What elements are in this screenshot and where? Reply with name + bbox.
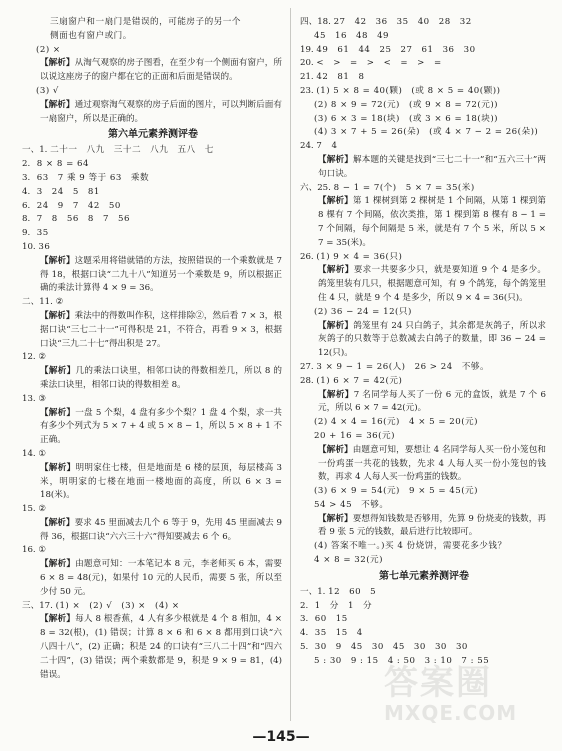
item-answer: ②	[38, 504, 47, 515]
explanation-text: 第 1 棵树到第 2 棵树是 1 个间隔，从第 1 棵到第 8 棵有 7 个间隔，依次类推，第 1 棵到第 8 棵有 8 − 1 = 7 个间隔，每个间隔是 5 米，就是有 7 个 5 米，所以 5 × 7 = 35(米)。	[318, 196, 546, 248]
answer-line: 54 > 45 不够。	[314, 499, 389, 510]
explanation-tag: 【解析】	[40, 559, 76, 570]
answer-line: 4 × 8 = 32(元)	[314, 555, 383, 566]
section-heading: 第七单元素养测评卷	[379, 570, 469, 582]
explanation-tag: 【解析】	[40, 255, 75, 266]
answer-line: (4) 答案不唯一。)买 4 份烧饼，需要花多少钱？	[314, 541, 507, 552]
explanation-block	[22, 462, 284, 503]
item-answer: 60 15	[314, 614, 348, 625]
explanation-block	[22, 99, 284, 127]
answer-line: (2) ×	[36, 44, 61, 55]
answer-line: 侧面也有窗户或门。	[50, 30, 132, 41]
item-number: 一、1.	[300, 586, 326, 597]
explanation-text: 明明家住七楼，但是地面是 6 楼的层顶，每层楼高 3 米，明明家的七楼在地面一楼地面的高度，所以 6 × 3 = 18(米)。	[40, 462, 282, 501]
item-answer: < > = > < = > =	[316, 58, 442, 69]
item-number: 2.	[300, 600, 309, 611]
explanation-text: 通过观察淘气观察的房子后面的图片，可以判断后面有一扇窗户，所以是正确的。	[40, 99, 282, 124]
answer-line: (3) √	[36, 85, 59, 96]
answer-line: 5 : 30 9 : 15 4 : 50 3 : 10 7 : 55	[314, 655, 490, 666]
item-number: 4.	[300, 628, 309, 639]
item-answer: ②	[38, 352, 47, 363]
item-answer: (1) × (2) √ (3) × (4) ×	[55, 600, 180, 611]
explanation-text: 7 名同学每人买了一份 6 元的盒饭，就是 7 个 6 元，所以 6 × 7 = 42(元)。	[318, 389, 546, 414]
answer-item	[300, 251, 548, 265]
explanation-tag: 【解析】	[318, 513, 353, 524]
explanation-block	[22, 613, 284, 682]
item-answer: 1 分 1 分	[314, 600, 373, 611]
watermark-bottom-text: MXQE.COM	[384, 701, 518, 725]
item-answer: 27 42 36 35 40 28 32	[333, 17, 472, 27]
answer-item	[300, 71, 548, 85]
item-answer: 42 81 8	[316, 72, 365, 83]
answer-item	[22, 213, 284, 227]
answer-item	[22, 544, 284, 558]
explanation-tag: 【解析】	[40, 407, 76, 418]
answer-line: (4) 3 × 7 + 5 = 26(朵) (或 4 × 7 − 2 = 26(朵))	[314, 127, 539, 138]
item-answer: 7 8 56 8 7 56	[36, 214, 130, 225]
answer-item	[300, 361, 548, 375]
item-answer: 49 61 44 25 27 61 36 30	[316, 44, 476, 55]
answer-item	[300, 600, 548, 614]
explanation-block	[300, 195, 548, 250]
answer-item	[22, 200, 284, 214]
item-answer: 8 × 8 = 64	[36, 159, 89, 170]
answer-item	[300, 613, 548, 627]
explanation-tag: 【解析】	[318, 320, 354, 331]
item-number: 3.	[300, 614, 309, 625]
answer-line: (2) 36 − 24 = 12(只)	[314, 306, 412, 317]
explanation-text: 一盘 5 个梨，4 盘有多少个梨？1 盘 4 个梨，求一共有多少个列式为 5 × 7 + 4 或 5 × 8 − 1，所以 5 × 8 + 1 不正确。	[40, 407, 282, 446]
explanation-text: 这题采用将错就错的方法，按照错误的一个乘数就是 7 得 18，根据口诀“二九十八”知道另一个乘数是 9，所以根据正确的乘法计算得 4 × 9 = 36。	[40, 255, 282, 294]
explanation-tag: 【解析】	[318, 389, 354, 400]
item-number: 8.	[22, 214, 31, 225]
answer-item	[300, 182, 548, 196]
item-answer: 36	[38, 241, 51, 252]
item-answer: 35 15 4	[314, 628, 363, 639]
answer-line: 45 16 48 49	[314, 30, 390, 41]
item-answer: 3 × 9 − 1 = 26(人) 26 > 24 不够。	[316, 361, 490, 372]
explanation-text: 要想得知钱数是否够用，先算 9 份烧麦的钱数，再看 9 张 5 元的钱数，最后进行比较即可。	[318, 513, 546, 538]
answer-item	[300, 586, 548, 600]
item-number: 六、25.	[300, 182, 331, 193]
explanation-text: 要求 45 里面减去几个 6 等于 9，先用 45 里面减去 9 得 36，根据口诀“六六三十六”得知要减去 6 个 6。	[40, 517, 282, 542]
explanation-tag: 【解析】	[318, 444, 353, 455]
watermark-top-text: 答案圈	[384, 663, 492, 703]
answer-line: (3) 6 × 9 = 54(元) 9 × 5 = 45(元)	[314, 486, 478, 497]
item-number: 12.	[22, 352, 36, 363]
explanation-tag: 【解析】	[40, 58, 75, 69]
explanation-block	[22, 407, 284, 448]
answer-item	[22, 393, 284, 407]
answer-item	[22, 158, 284, 172]
item-answer: (1) 6 × 7 = 42(元)	[316, 375, 403, 386]
item-answer: 12 60 5	[328, 586, 377, 597]
item-answer: 35	[36, 228, 49, 239]
answer-item	[300, 16, 548, 30]
answer-line: (3) 6 × 3 = 18(块) (或 3 × 6 = 18(块))	[314, 113, 499, 124]
item-answer: 3 24 5 81	[36, 186, 100, 197]
item-number: 4.	[22, 186, 31, 197]
explanation-text: 从淘气观察的房子图看，在至少有一个侧面有窗户，所以说这座房子的窗户都在它的正面和后面是错误的。	[40, 58, 282, 83]
explanation-tag: 【解析】	[40, 462, 76, 473]
item-number: 3.	[22, 172, 31, 183]
answer-line: (2) 8 × 9 = 72(元) (或 9 × 8 = 72(元))	[314, 99, 499, 110]
explanation-tag: 【解析】	[40, 614, 76, 625]
answer-item	[22, 351, 284, 365]
explanation-block	[22, 310, 284, 351]
item-answer: (1) 5 × 8 = 40(颗) (或 8 × 5 = 40(颗))	[316, 85, 501, 96]
explanation-tag: 【解析】	[40, 517, 75, 528]
section-heading: 第六单元素养测评卷	[108, 129, 198, 141]
answer-item	[22, 144, 284, 158]
explanation-text: 几的乘法口诀里，相邻口诀的得数相差几，所以 8 的乘法口诀里，相邻口诀的得数相差 8。	[40, 366, 282, 390]
answer-item	[22, 186, 284, 200]
answer-item	[300, 641, 548, 655]
item-answer: ②	[55, 297, 64, 308]
explanation-block	[300, 154, 548, 182]
item-number: 6.	[22, 200, 31, 211]
item-number: 26.	[300, 251, 314, 262]
item-number: 三、17.	[22, 600, 53, 611]
item-number: 19.	[300, 44, 314, 55]
item-number: 28.	[300, 375, 314, 386]
answer-item	[22, 227, 284, 241]
explanation-block	[22, 255, 284, 296]
explanation-text: 乘法中的得数叫作积，这样排除②，然后看 7 × 3，根据口诀“三七二十一”可得积是 21，不符合，再看 9 × 3，根据口诀“三九二十七”得出积是 27。	[40, 310, 282, 349]
explanation-tag: 【解析】	[40, 99, 75, 110]
item-number: 14.	[22, 448, 36, 459]
answer-item	[22, 172, 284, 186]
explanation-block	[300, 264, 548, 305]
item-number: 一、1.	[22, 145, 48, 156]
explanation-block	[22, 558, 284, 599]
item-number: 27.	[300, 361, 314, 372]
answer-item	[22, 600, 284, 614]
explanation-text: 解本题的关键是找到“三七二十一”和“五六三十”两句口诀。	[318, 154, 546, 179]
explanation-text: 鸽笼里有 24 只白鸽子，其余都是灰鸽子，所以求灰鸽子的只数等于总数减去白鸽子的数量，即 36 − 24 = 12(只)。	[318, 320, 546, 359]
item-number: 15.	[22, 504, 36, 515]
item-answer: 63 7 乘 9 等于 63 乘数	[36, 172, 150, 183]
item-answer: 7 4	[316, 141, 338, 152]
item-number: 四、18.	[300, 17, 331, 27]
watermark-logo	[384, 665, 544, 727]
answer-item	[300, 375, 548, 389]
item-number: 13.	[22, 393, 36, 404]
page-number: —145—	[252, 729, 310, 745]
explanation-block	[22, 57, 284, 85]
explanation-tag: 【解析】	[318, 265, 354, 276]
right-column	[300, 16, 548, 725]
item-number: 10.	[22, 241, 36, 252]
item-answer: 二十一 八九 三十二 八九 五八 七	[50, 145, 214, 156]
answer-item	[22, 448, 284, 462]
item-answer: ①	[38, 545, 47, 556]
explanation-block	[300, 444, 548, 485]
explanation-block	[22, 517, 284, 545]
item-number: 24.	[300, 141, 314, 152]
item-answer: ③	[38, 393, 47, 404]
explanation-block	[300, 513, 548, 541]
explanation-text: 由题意可知：一本笔记本 8 元，李老师买 6 本，需要 6 × 8 = 48(元)，如果付 10 元的人民币，需要 5 张，所以至少付 50 元。	[40, 559, 282, 597]
explanation-block	[300, 389, 548, 417]
item-number: 16.	[22, 545, 36, 556]
answer-item	[300, 57, 548, 71]
item-number: 二、11.	[22, 297, 53, 308]
answer-item	[22, 241, 284, 255]
answer-line: 三扇窗户和一扇门是错误的，可能房子的另一个	[50, 17, 241, 27]
explanation-text: 每人 8 根香蕉，4 人有多少根就是 4 个 8 相加，4 × 8 = 32(根)，(1) 错误；计算 8 × 6 和 6 × 8 都用到口诀“六八四十八”，(2) 正确；积是 24 的口诀有“三八二十四”和“四六二十四”，(3) 错误；两个乘数都是 9，积是 9 × 9 = 81，(4) 错误。	[40, 614, 282, 680]
item-number: 21.	[300, 72, 314, 83]
explanation-tag: 【解析】	[40, 310, 75, 321]
answer-item	[300, 140, 548, 154]
item-answer: ①	[38, 448, 47, 459]
answer-item	[22, 296, 284, 310]
explanation-block	[22, 365, 284, 393]
item-answer: 8 − 1 = 7(个) 5 × 7 = 35(米)	[333, 182, 475, 193]
item-number: 23.	[300, 85, 314, 96]
answer-item	[22, 503, 284, 517]
answer-item	[300, 85, 548, 99]
item-number: 9.	[22, 228, 31, 239]
item-number: 2.	[22, 159, 31, 170]
answer-line: (2) 4 × 4 = 16(元) 4 × 5 = 20(元)	[314, 417, 478, 428]
explanation-tag: 【解析】	[40, 366, 76, 377]
item-answer: (1) 9 × 4 = 36(只)	[316, 251, 403, 262]
answer-line: 20 + 16 = 36(元)	[314, 430, 395, 441]
explanation-text: 由题意可知，要想让 4 名同学每人买一份小笼包和一份鸡蛋一共花的钱数，先求 4 人每人买一份小笼包的钱数，再求 4 人每人买一份鸡蛋的钱数。	[318, 444, 546, 483]
answer-item	[300, 44, 548, 58]
item-number: 5.	[300, 642, 309, 653]
item-answer: 24 9 7 42 50	[36, 200, 121, 211]
explanation-tag: 【解析】	[318, 196, 353, 207]
item-answer: 30 9 45 30 45 30 30 30	[314, 642, 468, 653]
explanation-text: 要求一共要多少只，就是要知道 9 个 4 是多少。鸽笼里装有几只，根据题意可知，有 9 个鸽笼，每个鸽笼里住 4 只，就是 9 个 4 是多少，所以 9 × 4 = 36(只)。	[318, 265, 546, 303]
item-number: 20.	[300, 58, 314, 69]
answer-item	[300, 627, 548, 641]
left-column	[22, 16, 284, 725]
explanation-block	[300, 320, 548, 361]
explanation-tag: 【解析】	[318, 154, 353, 165]
column-divider	[290, 8, 291, 721]
